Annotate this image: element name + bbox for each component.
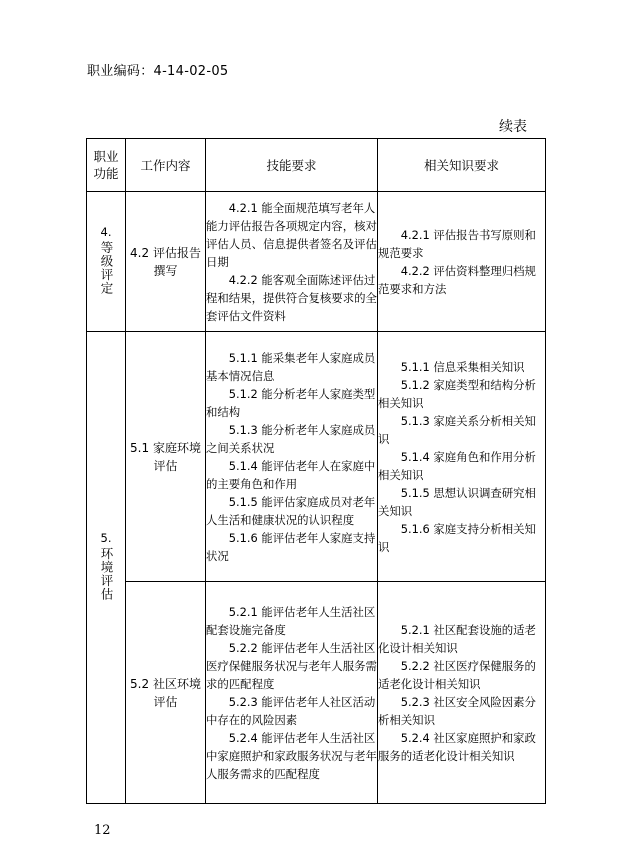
skill-item: 5.2.3 能评估老年人社区活动中存在的风险因素 <box>206 694 376 727</box>
function-name: 等级评定 <box>99 241 114 295</box>
header-work: 工作内容 <box>126 139 206 192</box>
page-number: 12 <box>94 823 111 838</box>
knowledge-item: 5.1.2 家庭类型和结构分析相关知识 <box>378 377 536 410</box>
knowledge-cell <box>378 332 546 582</box>
occupation-code: 职业编码：4-14-02-05 <box>87 64 229 79</box>
knowledge-item: 5.1.6 家庭支持分析相关知识 <box>378 521 536 554</box>
table-header-row <box>87 139 546 192</box>
skill-item: 4.2.1 能全面规范填写老年人能力评估报告各项规定内容，核对评估人员、信息提供者签名及评估日期 <box>206 200 377 269</box>
skill-item: 5.1.5 能评估家庭成员对老年人生活和健康状况的认识程度 <box>206 494 376 527</box>
work-content-cell: 5.2 社区环境评估 <box>126 582 206 804</box>
skill-cell <box>206 582 378 804</box>
skill-item: 5.2.2 能评估老年人生活社区医疗保健服务状况与老年人服务需求的匹配程度 <box>206 640 377 691</box>
knowledge-item: 5.1.3 家庭关系分析相关知识 <box>378 413 536 446</box>
knowledge-cell <box>378 582 546 804</box>
function-number: 4. <box>100 225 112 239</box>
knowledge-cell <box>378 192 546 332</box>
skill-item: 5.1.1 能采集老年人家庭成员基本情况信息 <box>206 350 376 383</box>
skill-cell <box>206 332 378 582</box>
function-number: 5. <box>100 531 112 545</box>
knowledge-item: 5.1.4 家庭角色和作用分析相关知识 <box>378 449 536 482</box>
skill-item: 5.1.6 能评估老年人家庭支持状况 <box>206 530 376 563</box>
knowledge-item: 5.1.5 思想认识调查研究相关知识 <box>378 485 536 518</box>
knowledge-item: 5.1.1 信息采集相关知识 <box>400 359 525 374</box>
header-function <box>87 139 126 192</box>
table-row <box>87 582 546 804</box>
skill-item: 4.2.2 能客观全面陈述评估过程和结果，提供符合复核要求的全套评估文件资料 <box>206 272 377 323</box>
function-name: 环境评估 <box>99 547 114 601</box>
skill-item: 5.1.4 能评估老年人在家庭中的主要角色和作用 <box>206 458 376 491</box>
work-content-cell: 4.2 评估报告撰写 <box>126 192 206 332</box>
header-skill: 技能要求 <box>206 139 378 192</box>
skill-requirements-table <box>86 138 546 804</box>
knowledge-item: 5.2.4 社区家庭照护和家政服务的适老化设计相关知识 <box>378 730 536 763</box>
skill-item: 5.2.4 能评估老年人生活社区中家庭照护和家政服务状况与老年人服务需求的匹配程度 <box>206 730 377 781</box>
function-cell <box>87 192 126 332</box>
skill-cell <box>206 192 378 332</box>
knowledge-item: 5.2.1 社区配套设施的适老化设计相关知识 <box>378 622 536 655</box>
skill-item: 5.2.1 能评估老年人生活社区配套设施完备度 <box>206 604 376 637</box>
knowledge-item: 4.2.1 评估报告书写原则和规范要求 <box>378 227 536 260</box>
header-knowledge: 相关知识要求 <box>378 139 546 192</box>
knowledge-item: 4.2.2 评估资料整理归档规范要求和方法 <box>378 263 536 296</box>
knowledge-item: 5.2.2 社区医疗保健服务的适老化设计相关知识 <box>378 658 536 691</box>
table-row <box>87 332 546 582</box>
table-row <box>87 192 546 332</box>
continued-label: 续表 <box>499 119 527 135</box>
knowledge-item: 5.2.3 社区安全风险因素分析相关知识 <box>378 694 536 727</box>
header-function-line2: 功能 <box>93 166 119 181</box>
skill-item: 5.1.2 能分析老年人家庭类型和结构 <box>206 386 376 419</box>
function-cell <box>87 332 126 804</box>
skill-item: 5.1.3 能分析老年人家庭成员之间关系状况 <box>206 422 376 455</box>
header-function-line1: 职业 <box>93 149 119 164</box>
work-content-cell: 5.1 家庭环境评估 <box>126 332 206 582</box>
